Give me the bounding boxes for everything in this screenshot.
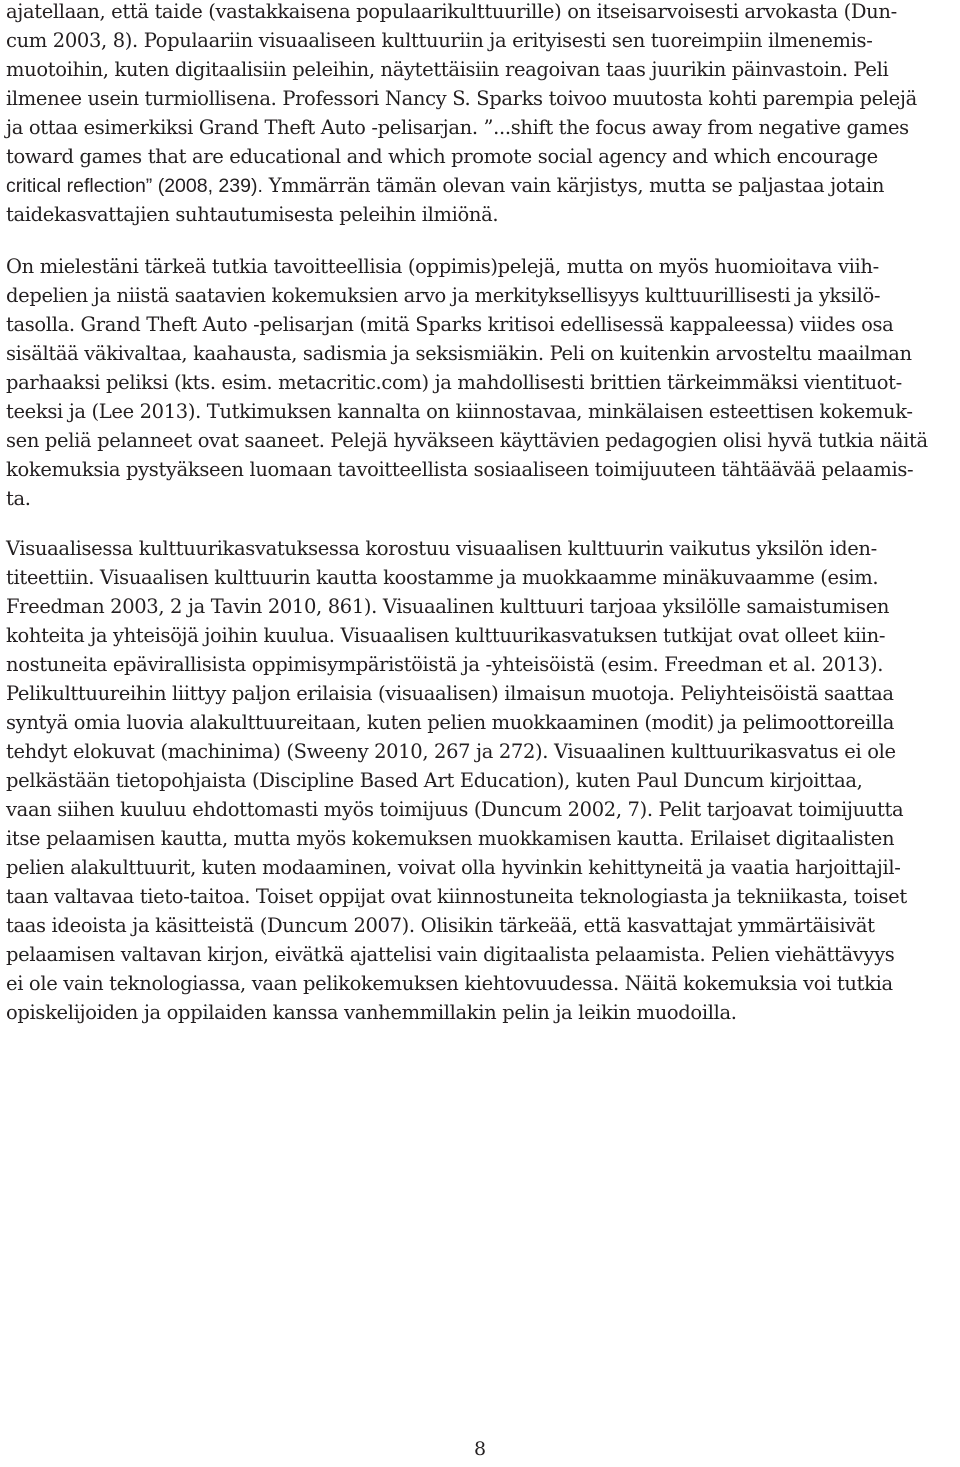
text-line: nostuneita epävirallisista oppimisympäristöistä ja -yhteisöistä (esim. Freedman et al. 2013). <box>6 653 884 676</box>
text-line: Pelikulttuureihin liittyy paljon erilaisia (visuaalisen) ilmaisun muotoja. Peliyhteisöistä saattaa <box>6 682 894 705</box>
text-line: muotoihin, kuten digitaalisiin peleihin, näytettäisiin reagoivan taas juurikin päinvastoin. Peli <box>6 58 889 81</box>
text-line: pelien alakulttuurit, kuten modaaminen, voivat olla hyvinkin kehittyneitä ja vaatia harjoittajil- <box>6 856 901 879</box>
paragraph-1 <box>6 0 917 229</box>
text-line: sisältää väkivaltaa, kaahausta, sadismia ja seksismiäkin. Peli on kuitenkin arvosteltu maailman <box>6 342 912 365</box>
text-line: ei ole vain teknologiassa, vaan pelikokemuksen kiehtovuudessa. Näitä kokemuksia voi tutkia <box>6 972 893 995</box>
paragraph-2 <box>6 252 928 513</box>
text-line: taidekasvattajien suhtautumisesta peleihin ilmiönä. <box>6 203 499 226</box>
text-line: kohteita ja yhteisöjä joihin kuulua. Visuaalisen kulttuurikasvatuksen tutkijat ovat olleet kiin- <box>6 624 886 647</box>
text-line: Freedman 2003, 2 ja Tavin 2010, 861). Visuaalinen kulttuuri tarjoaa yksilölle samaistumisen <box>6 595 890 618</box>
text-line: Visuaalisessa kulttuurikasvatuksessa korostuu visuaalisen kulttuurin vaikutus yksilön iden- <box>6 537 877 560</box>
text-line: kokemuksia pystyäkseen luomaan tavoitteellista sosiaaliseen toimijuuteen tähtäävää pelaamis- <box>6 458 914 481</box>
text-line: opiskelijoiden ja oppilaiden kanssa vanhemmillakin pelin ja leikin muodoilla. <box>6 1001 737 1024</box>
text-line: ilmenee usein turmiollisena. Professori Nancy S. Sparks toivoo muutosta kohti parempia pelejä <box>6 87 917 110</box>
text-line: tasolla. Grand Theft Auto -pelisarjan (mitä Sparks kritisoi edellisessä kappaleessa) viides osa <box>6 313 894 336</box>
text-line: ta. <box>6 487 31 510</box>
text-line <box>6 171 917 200</box>
text-line: depelien ja niistä saatavien kokemuksien arvo ja merkityksellisyys kulttuurillisesti ja yksilö- <box>6 284 881 307</box>
text-line: taan valtavaa tieto-taitoa. Toiset oppijat ovat kiinnostuneita teknologiasta ja tekniikasta, toiset <box>6 885 907 908</box>
text-line: pelaamisen valtavan kirjon, eivätkä ajattelisi vain digitaalista pelaamista. Pelien viehättävyys <box>6 943 895 966</box>
text-line: taas ideoista ja käsitteistä (Duncum 2007). Olisikin tärkeää, että kasvattajat ymmärtäisivät <box>6 914 875 937</box>
text-line: toward games that are educational and which promote social agency and which encourage <box>6 145 878 168</box>
text-line: ja ottaa esimerkiksi Grand Theft Auto -pelisarjan. ”...shift the focus away from negative games <box>6 116 909 139</box>
text-line: vaan siihen kuuluu ehdottomasti myös toimijuus (Duncum 2002, 7). Pelit tarjoavat toimijuutta <box>6 798 904 821</box>
page-number: 8 <box>473 1438 487 1460</box>
text-fragment: Ymmärrän tämän olevan vain kärjistys, mutta se paljastaa jotain <box>262 174 885 197</box>
text-line: ajatellaan, että taide (vastakkaisena populaarikulttuurille) on itseisarvoisesti arvokasta (Dun- <box>6 0 897 23</box>
text-line: teeksi ja (Lee 2013). Tutkimuksen kannalta on kiinnostavaa, minkälaisen esteettisen kokemuk- <box>6 400 913 423</box>
text-line: tehdyt elokuvat (machinima) (Sweeny 2010, 267 ja 272). Visuaalinen kulttuurikasvatus ei ole <box>6 740 896 763</box>
text-line: sen peliä pelanneet ovat saaneet. Pelejä hyväkseen käyttävien pedagogien olisi hyvä tutkia näitä <box>6 429 928 452</box>
text-line: parhaaksi peliksi (kts. esim. metacritic.com) ja mahdollisesti brittien tärkeimmäksi vientituot- <box>6 371 902 394</box>
text-line: itse pelaamisen kautta, mutta myös kokemuksen muokkamisen kautta. Erilaiset digitaalisten <box>6 827 895 850</box>
text-line: cum 2003, 8). Populaariin visuaaliseen kulttuuriin ja erityisesti sen tuoreimpiin ilmenemis- <box>6 29 873 52</box>
text-line: On mielestäni tärkeä tutkia tavoitteellisia (oppimis)pelejä, mutta on myös huomioitava viih- <box>6 255 879 278</box>
text-line: syntyä omia luovia alakulttuureitaan, kuten pelien muokkaaminen (modit) ja pelimoottoreilla <box>6 711 895 734</box>
text-line: titeettiin. Visuaalisen kulttuurin kautta koostamme ja muokkaamme minäkuvaamme (esim. <box>6 566 879 589</box>
paragraph-3 <box>6 534 907 1027</box>
quote-fragment: critical reflection” (2008, 239). <box>6 175 263 197</box>
text-line: pelkästään tietopohjaista (Discipline Based Art Education), kuten Paul Duncum kirjoittaa, <box>6 769 863 792</box>
